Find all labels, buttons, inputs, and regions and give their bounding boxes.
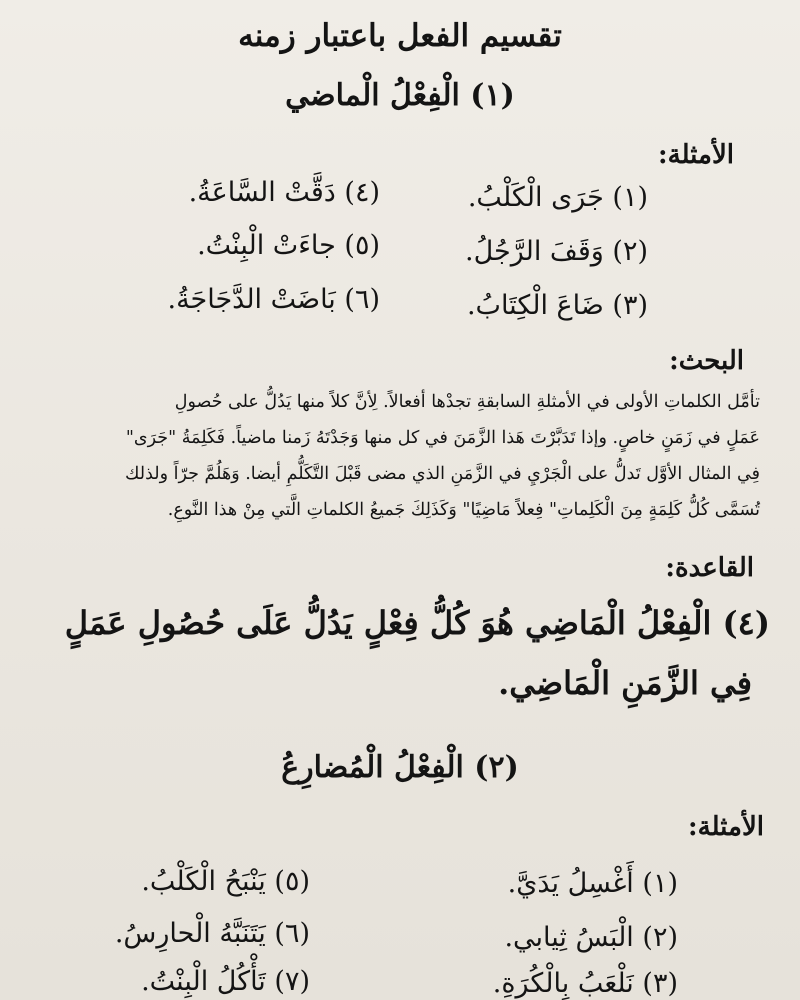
research-line: فِي المثال الأوَّل تَدلُّ على الْجَرْيِ في الزَّمَنِ الذي مضى قَبْلَ التَّكَلُّمِ أيضا. وَهَلُمَّ جرّاً ولذلك [125,464,760,484]
examples-label: الأمثلة: [658,140,734,170]
example-item: (٥) يَنْبَحُ الْكَلْبُ. [141,866,310,897]
example-item: (١) جَرَى الْكَلْبُ. [467,182,648,213]
research-line: عَمَلٍ في زَمَنٍ خاصٍ. وإذا تَدَبَّرْتَ هَذا الزَّمَنَ في كل منها وَجَدْتَهُ زَمنا ماضياً. فَكَلِمَةُ "جَرَى" [125,428,760,448]
example-item: (١) أَغْسِلُ يَدَيَّ. [507,868,678,899]
research-line: تُسَمَّى كُلُّ كَلِمَةٍ مِنَ الْكَلِماتِ" فِعلاً مَاضِيًا" وَكَذَلِكَ جَميعُ الكلماتِ الَّتي مِنْ هذا النَّوعِ. [167,500,760,520]
rule-text: (٤) الْفِعْلُ الْمَاضِي هُوَ كُلُّ فِعْلٍ يَدُلُّ عَلَى حُصُولِ عَمَلٍ [64,604,770,642]
section2-heading: (٢) الْفِعْلُ الْمُضارِعُ [281,750,519,785]
example-item: (٣) ضَاعَ الْكِتَابُ. [466,290,648,321]
example-item: (٧) تَأْكُلُ الْبِنْتُ. [141,966,310,997]
research-line: تأمَّل الكلماتِ الأولى في الأمثلةِ السابقةِ تجدْها أفعالاً. لِأنَّ كلاً منها يَدُلُّ على حُصولِ [174,392,760,412]
rule-text: فِي الزَّمَنِ الْمَاضِي. [498,664,752,702]
example-item: (٤) دَقَّتْ السَّاعَةُ. [188,177,380,208]
rule-label: القاعدة: [665,553,754,583]
example-item: (٣) نَلْعَبُ بِالْكُرَةِ. [492,968,678,999]
example-item: (٢) وَقَفَ الرَّجُلُ. [464,236,648,267]
examples-label: الأمثلة: [688,812,764,842]
example-item: (٦) بَاضَتْ الدَّجَاجَةُ. [167,284,380,315]
research-label: البحث: [669,346,744,376]
example-item: (٦) يَتَنَبَّهُ الْحارِسُ. [114,918,310,949]
example-item: (٢) الْبَسُ ثِيابي. [504,922,678,953]
example-item: (٥) جاءَتْ الْبِنْتُ. [197,230,380,261]
section1-heading: (١) الْفِعْلُ الْماضي [285,78,515,113]
page-title: تقسيم الفعل باعتبار زمنه [238,18,562,54]
